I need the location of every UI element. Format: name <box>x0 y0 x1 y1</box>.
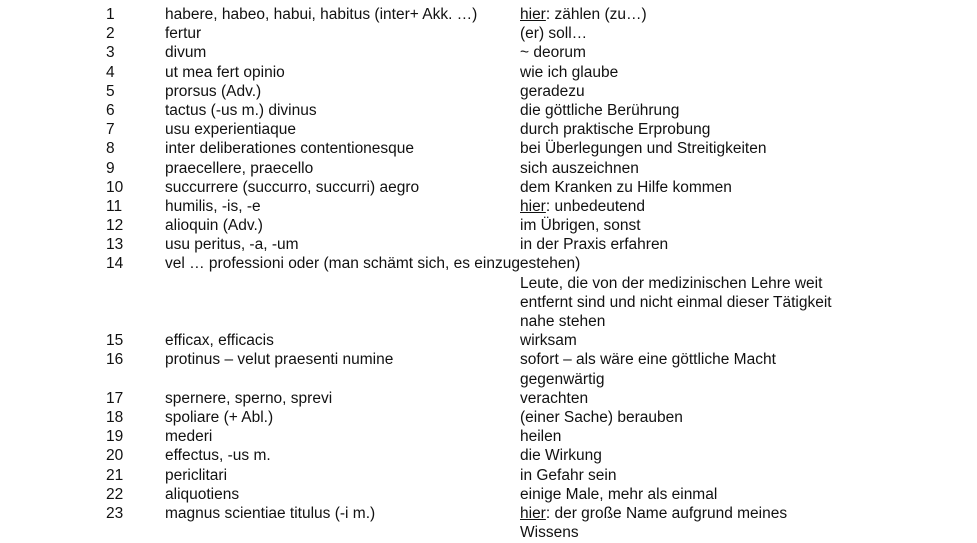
entry-number: 7 <box>106 121 115 139</box>
vocab-entry-2 <box>0 24 977 43</box>
german-translation: : der große Name aufgrund meines <box>545 504 788 522</box>
latin-term: fertur <box>165 25 202 43</box>
german-translation-wrap <box>520 5 647 24</box>
latin-term: habere, habeo, habui, habitus (inter+ Akk. …) <box>165 6 478 23</box>
vocab-entry-13 <box>0 235 977 254</box>
entry-number: 14 <box>106 255 124 273</box>
entry-line <box>0 43 977 62</box>
entry-number: 9 <box>106 159 115 177</box>
german-translation: wirksam <box>520 332 577 350</box>
entry-line <box>0 523 977 542</box>
vocab-entry-22 <box>0 485 977 504</box>
entry-line <box>0 312 977 331</box>
entry-line <box>0 427 977 446</box>
entry-number: 10 <box>106 178 124 196</box>
german-translation: im Übrigen, sonst <box>520 217 641 235</box>
hier-marker: hier <box>520 197 546 215</box>
entry-line <box>0 139 977 158</box>
entry-number: 5 <box>106 82 115 100</box>
german-translation: durch praktische Erprobung <box>520 121 711 139</box>
entry-line <box>0 331 977 350</box>
german-translation-continued: Wissens <box>520 524 579 542</box>
entry-line <box>0 63 977 82</box>
vocab-entry-11 <box>0 197 977 216</box>
german-translation: geradezu <box>520 82 585 100</box>
entry-number: 20 <box>106 447 124 465</box>
german-translation: einige Male, mehr als einmal <box>520 485 718 503</box>
entry-line <box>0 293 977 312</box>
latin-term: aliquotiens <box>165 485 240 503</box>
vocab-entry-6 <box>0 101 977 120</box>
german-translation: die göttliche Berührung <box>520 101 680 119</box>
entry-number: 8 <box>106 140 115 158</box>
entry-line <box>0 216 977 235</box>
vocab-entry-3 <box>0 43 977 62</box>
entry-line <box>0 466 977 485</box>
german-translation: : unbedeutend <box>545 197 645 215</box>
vocab-entry-4 <box>0 63 977 82</box>
german-translation: bei Überlegungen und Streitigkeiten <box>520 140 767 158</box>
latin-term: tactus (-us m.) divinus <box>165 101 317 119</box>
entry-line <box>0 159 977 178</box>
entry-number: 4 <box>106 63 115 81</box>
entry-line <box>0 235 977 254</box>
vocab-entry-7 <box>0 120 977 139</box>
entry-line <box>0 24 977 43</box>
entry-line <box>0 350 977 369</box>
entry-line <box>0 446 977 465</box>
entry-line <box>0 254 977 273</box>
vocab-entry-20 <box>0 446 977 465</box>
latin-term: spernere, sperno, sprevi <box>165 389 333 407</box>
entry-number: 18 <box>106 408 124 426</box>
vocab-entry-23 <box>0 504 977 542</box>
vocabulary-list <box>0 5 977 542</box>
hier-marker: hier <box>520 6 546 23</box>
german-translation: (einer Sache) berauben <box>520 408 683 426</box>
entry-number: 21 <box>106 466 124 484</box>
entry-number: 23 <box>106 504 124 522</box>
latin-term: alioquin (Adv.) <box>165 217 263 235</box>
entry-line <box>0 120 977 139</box>
entry-line <box>0 274 977 293</box>
hier-marker: hier <box>520 504 546 522</box>
latin-term: humilis, -is, -e <box>165 197 261 215</box>
entry-number: 3 <box>106 44 115 62</box>
german-translation: sofort – als wäre eine göttliche Macht <box>520 351 776 369</box>
vocab-entry-16 <box>0 350 977 388</box>
german-translation: ~ deorum <box>520 44 586 62</box>
german-translation-continued: gegenwärtig <box>520 370 605 388</box>
german-translation: nahe stehen <box>520 313 606 330</box>
entry-line <box>0 82 977 101</box>
latin-term: magnus scientiae titulus (-i m.) <box>165 504 376 522</box>
vocab-entry-1 <box>0 5 977 24</box>
vocab-entry-21 <box>0 466 977 485</box>
latin-term: effectus, -us m. <box>165 447 271 465</box>
latin-term: mederi <box>165 428 213 446</box>
german-translation: sich auszeichnen <box>520 159 639 177</box>
vocab-entry-15 <box>0 331 977 350</box>
german-translation: (er) soll… <box>520 25 588 43</box>
german-translation: heilen <box>520 428 562 446</box>
latin-term: usu peritus, -a, -um <box>165 236 299 254</box>
vocab-entry-10 <box>0 178 977 197</box>
entry-number: 22 <box>106 485 124 503</box>
german-translation: wie ich glaube <box>520 63 619 81</box>
entry-line <box>0 370 977 389</box>
entry-line <box>0 408 977 427</box>
german-translation: : zählen (zu…) <box>545 6 647 23</box>
vocab-entry-5 <box>0 82 977 101</box>
entry-number: 11 <box>106 197 123 215</box>
latin-term: divum <box>165 44 207 62</box>
entry-line <box>0 5 977 24</box>
german-translation: dem Kranken zu Hilfe kommen <box>520 178 732 196</box>
entry-number: 15 <box>106 332 124 350</box>
german-translation: in Gefahr sein <box>520 466 617 484</box>
entry-number: 19 <box>106 428 124 446</box>
vocab-entry-14 <box>0 254 977 331</box>
vocab-entry-17 <box>0 389 977 408</box>
vocab-entry-12 <box>0 216 977 235</box>
german-translation: entfernt sind und nicht einmal dieser Tätigkeit <box>520 293 832 311</box>
entry-line <box>0 485 977 504</box>
german-translation: Leute, die von der medizinischen Lehre weit <box>520 274 823 292</box>
entry-number: 12 <box>106 217 124 235</box>
latin-term: vel … professioni oder (man schämt sich, es einzugestehen) <box>165 255 581 273</box>
latin-term: prorsus (Adv.) <box>165 82 262 100</box>
latin-term: inter deliberationes contentionesque <box>165 140 415 158</box>
entry-number: 16 <box>106 351 124 369</box>
german-translation: verachten <box>520 389 589 407</box>
latin-term: periclitari <box>165 466 228 484</box>
vocab-entry-18 <box>0 408 977 427</box>
entry-line <box>0 178 977 197</box>
vocab-entry-9 <box>0 159 977 178</box>
german-translation-wrap <box>520 504 787 523</box>
entry-line <box>0 389 977 408</box>
entry-number: 2 <box>106 25 115 43</box>
latin-term: succurrere (succurro, succurri) aegro <box>165 178 420 196</box>
vocab-entry-19 <box>0 427 977 446</box>
german-translation: in der Praxis erfahren <box>520 236 669 254</box>
vocab-entry-8 <box>0 139 977 158</box>
latin-term: efficax, efficacis <box>165 332 274 350</box>
german-translation: die Wirkung <box>520 447 602 465</box>
latin-term: praecellere, praecello <box>165 159 314 177</box>
german-translation-wrap <box>520 197 645 216</box>
latin-term: protinus – velut praesenti numine <box>165 351 394 369</box>
entry-line <box>0 101 977 120</box>
latin-term: spoliare (+ Abl.) <box>165 408 274 426</box>
entry-number: 17 <box>106 389 124 407</box>
entry-number: 6 <box>106 101 115 119</box>
entry-number: 13 <box>106 236 124 254</box>
entry-number: 1 <box>106 6 115 23</box>
entry-line <box>0 504 977 523</box>
latin-term: usu experientiaque <box>165 121 296 139</box>
latin-term: ut mea fert opinio <box>165 63 285 81</box>
entry-line <box>0 197 977 216</box>
